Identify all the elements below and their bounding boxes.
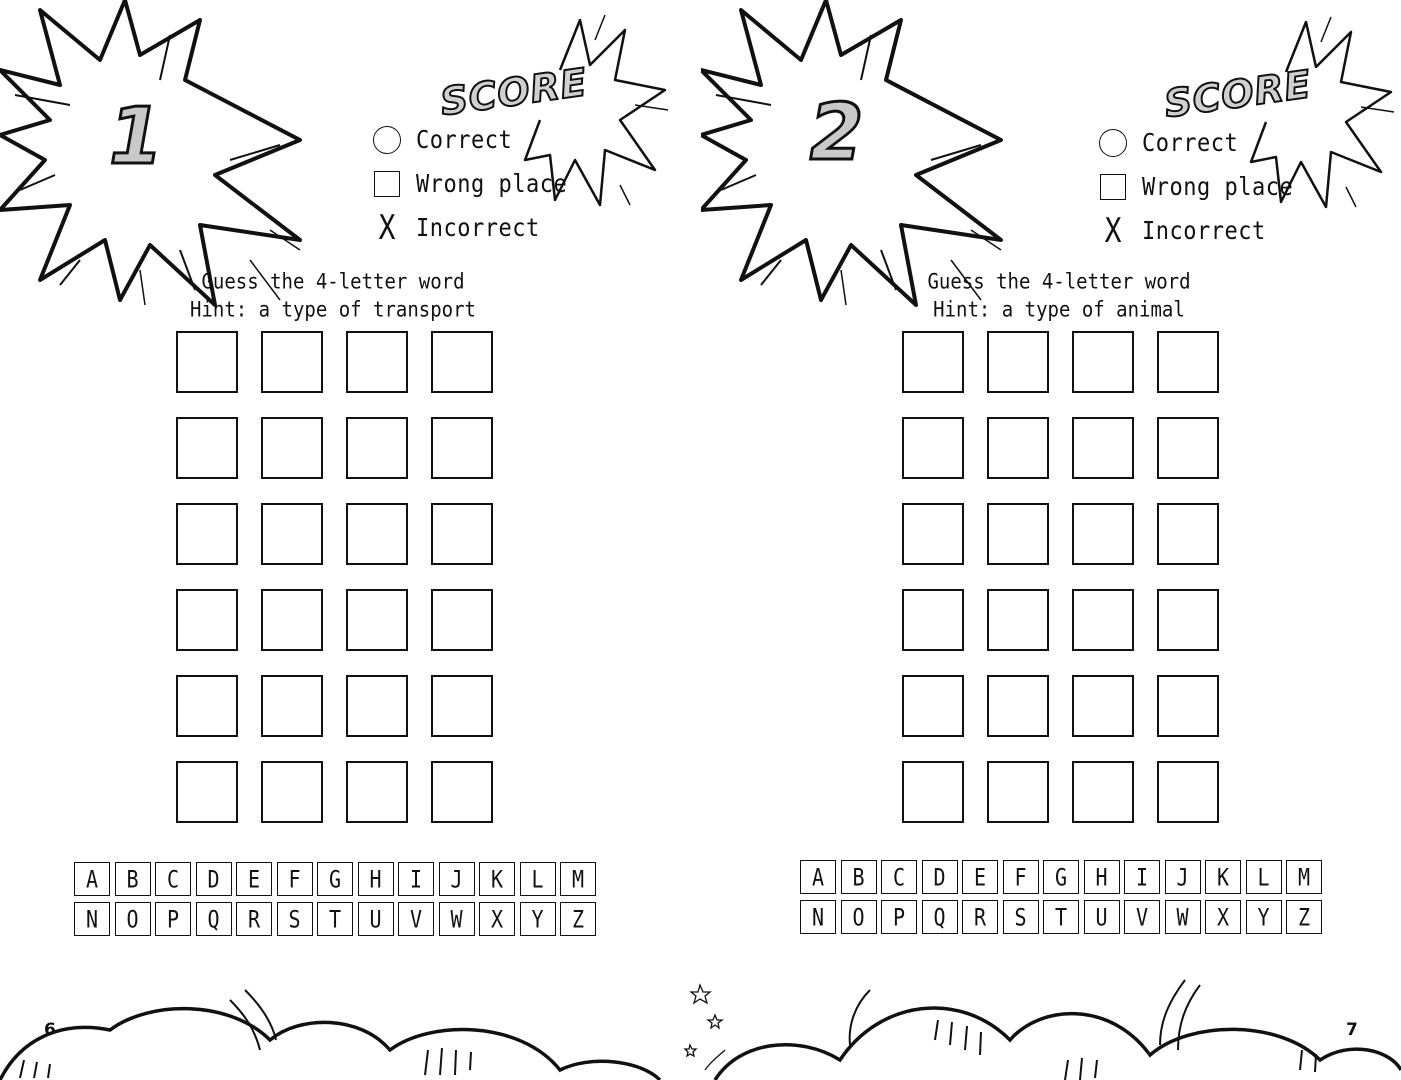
alphabet-letter[interactable]: S xyxy=(277,902,313,936)
legend-label: Correct xyxy=(1142,128,1239,158)
alphabet-letter[interactable]: C xyxy=(881,860,917,894)
letter-cell[interactable] xyxy=(1157,589,1219,651)
alphabet-letter[interactable]: K xyxy=(479,862,515,896)
instruction-text: Guess the 4-letter word xyxy=(927,269,1191,295)
alphabet-letter[interactable]: A xyxy=(74,862,110,896)
letter-cell[interactable] xyxy=(1157,331,1219,393)
legend-label: Wrong place xyxy=(416,169,568,199)
instruction-text: Guess the 4-letter word xyxy=(201,269,465,295)
alphabet-letter[interactable]: H xyxy=(1084,860,1120,894)
alphabet-letter[interactable]: M xyxy=(560,862,596,896)
alphabet-letter[interactable]: Y xyxy=(520,902,556,936)
letter-cell[interactable] xyxy=(261,675,323,737)
circle-icon xyxy=(372,125,402,155)
legend-label: Correct xyxy=(416,125,513,155)
alphabet-row-2 xyxy=(800,900,1322,934)
letter-cell[interactable] xyxy=(176,331,238,393)
alphabet-letter[interactable]: J xyxy=(439,862,475,896)
alphabet-letter[interactable]: N xyxy=(800,900,836,934)
alphabet-letter[interactable]: Y xyxy=(1246,900,1282,934)
letter-cell[interactable] xyxy=(1157,417,1219,479)
letter-cell[interactable] xyxy=(902,331,964,393)
letter-cell[interactable] xyxy=(987,331,1049,393)
alphabet-letter[interactable]: S xyxy=(1003,900,1039,934)
legend-incorrect xyxy=(372,206,567,250)
letter-cell[interactable] xyxy=(346,503,408,565)
hint-text: Hint: a type of transport xyxy=(190,297,476,323)
alphabet-letter[interactable]: P xyxy=(881,900,917,934)
alphabet-letter[interactable]: F xyxy=(1003,860,1039,894)
square-icon xyxy=(372,169,402,199)
letter-cell[interactable] xyxy=(1072,761,1134,823)
letter-cell[interactable] xyxy=(1157,675,1219,737)
square-icon xyxy=(1098,172,1128,202)
alphabet-letter[interactable]: T xyxy=(1043,900,1079,934)
letter-cell[interactable] xyxy=(1072,503,1134,565)
puzzle-page-2 xyxy=(701,0,1401,1080)
letter-cell[interactable] xyxy=(261,417,323,479)
score-title: SCORE xyxy=(1161,61,1315,127)
letter-cell[interactable] xyxy=(261,761,323,823)
alphabet-letter[interactable]: U xyxy=(358,902,394,936)
instruction xyxy=(894,268,1224,324)
letter-cell[interactable] xyxy=(431,675,493,737)
letter-cell[interactable] xyxy=(1072,331,1134,393)
legend-correct xyxy=(372,118,567,162)
alphabet-letter[interactable]: U xyxy=(1084,900,1120,934)
alphabet-letter[interactable]: M xyxy=(1286,860,1322,894)
alphabet-letter[interactable]: Q xyxy=(196,902,232,936)
letter-cell[interactable] xyxy=(987,675,1049,737)
alphabet-letter[interactable]: G xyxy=(317,862,353,896)
alphabet-row-1 xyxy=(74,862,596,896)
alphabet-letter[interactable]: Z xyxy=(560,902,596,936)
letter-cell[interactable] xyxy=(346,675,408,737)
alphabet-letter[interactable]: Q xyxy=(922,900,958,934)
letter-cell[interactable] xyxy=(1157,761,1219,823)
burst-decoration-icon xyxy=(701,0,1031,310)
circle-icon xyxy=(1098,128,1128,158)
legend xyxy=(1098,121,1293,253)
legend-incorrect xyxy=(1098,209,1293,253)
letter-cell[interactable] xyxy=(431,417,493,479)
alphabet-letter[interactable]: B xyxy=(841,860,877,894)
cloud-border-icon xyxy=(0,960,1401,1080)
legend xyxy=(372,118,567,250)
alphabet-letter[interactable]: V xyxy=(1124,900,1160,934)
puzzle-number: 1 xyxy=(100,92,171,182)
x-icon: X xyxy=(378,207,396,248)
letter-cell[interactable] xyxy=(346,417,408,479)
alphabet-letter[interactable]: X xyxy=(479,902,515,936)
letter-cell[interactable] xyxy=(176,761,238,823)
alphabet-letter[interactable]: B xyxy=(115,862,151,896)
alphabet-letter[interactable]: Z xyxy=(1286,900,1322,934)
letter-cell[interactable] xyxy=(261,589,323,651)
alphabet-letter[interactable]: K xyxy=(1205,860,1241,894)
alphabet-letter[interactable]: N xyxy=(74,902,110,936)
letter-cell[interactable] xyxy=(261,503,323,565)
alphabet-row-2 xyxy=(74,902,596,936)
alphabet-row-1 xyxy=(800,860,1322,894)
alphabet-letter[interactable]: X xyxy=(1205,900,1241,934)
letter-cell[interactable] xyxy=(431,503,493,565)
legend-wrong-place xyxy=(1098,165,1293,209)
page-number: 6 xyxy=(44,1020,56,1040)
alphabet-letter[interactable]: E xyxy=(236,862,272,896)
letter-cell[interactable] xyxy=(261,331,323,393)
alphabet-letter[interactable]: I xyxy=(1124,860,1160,894)
alphabet-letter[interactable]: R xyxy=(236,902,272,936)
puzzle-number: 2 xyxy=(801,88,872,178)
letter-cell[interactable] xyxy=(902,675,964,737)
alphabet-letter[interactable]: L xyxy=(1246,860,1282,894)
letter-cell[interactable] xyxy=(987,417,1049,479)
letter-cell[interactable] xyxy=(431,589,493,651)
instruction xyxy=(168,268,498,324)
letter-cell[interactable] xyxy=(346,331,408,393)
alphabet-letter[interactable]: W xyxy=(439,902,475,936)
alphabet-letter[interactable]: D xyxy=(196,862,232,896)
letter-cell[interactable] xyxy=(1157,503,1219,565)
letter-cell[interactable] xyxy=(1072,417,1134,479)
letter-cell[interactable] xyxy=(902,761,964,823)
guess-grid xyxy=(176,331,493,823)
letter-cell[interactable] xyxy=(902,503,964,565)
x-icon: X xyxy=(1104,210,1122,251)
alphabet-letter[interactable]: G xyxy=(1043,860,1079,894)
alphabet-letter[interactable]: V xyxy=(398,902,434,936)
alphabet-letter[interactable]: W xyxy=(1165,900,1201,934)
letter-cell[interactable] xyxy=(987,503,1049,565)
page-number: 7 xyxy=(1346,1020,1358,1040)
letter-cell[interactable] xyxy=(346,589,408,651)
legend-label: Wrong place xyxy=(1142,172,1294,202)
letter-cell[interactable] xyxy=(346,761,408,823)
alphabet-letter[interactable]: A xyxy=(800,860,836,894)
alphabet-letter[interactable]: E xyxy=(962,860,998,894)
letter-cell[interactable] xyxy=(176,589,238,651)
alphabet-letter[interactable]: I xyxy=(398,862,434,896)
burst-decoration-icon xyxy=(0,0,330,310)
letter-cell[interactable] xyxy=(987,589,1049,651)
puzzle-page-1 xyxy=(0,0,700,1080)
alphabet-letter[interactable]: O xyxy=(115,902,151,936)
letter-cell[interactable] xyxy=(176,417,238,479)
alphabet-letter[interactable]: J xyxy=(1165,860,1201,894)
letter-cell[interactable] xyxy=(176,503,238,565)
alphabet-letter[interactable]: L xyxy=(520,862,556,896)
alphabet-letter[interactable]: C xyxy=(155,862,191,896)
hint-text: Hint: a type of animal xyxy=(933,297,1185,323)
legend-label: Incorrect xyxy=(1142,216,1266,246)
letter-cell[interactable] xyxy=(902,589,964,651)
legend-wrong-place xyxy=(372,162,567,206)
alphabet-letter[interactable]: T xyxy=(317,902,353,936)
letter-cell[interactable] xyxy=(1072,675,1134,737)
legend-correct xyxy=(1098,121,1293,165)
letter-cell[interactable] xyxy=(987,761,1049,823)
alphabet-letter[interactable]: D xyxy=(922,860,958,894)
letter-cell[interactable] xyxy=(902,417,964,479)
alphabet-letter[interactable]: H xyxy=(358,862,394,896)
alphabet-letter[interactable]: F xyxy=(277,862,313,896)
score-title: SCORE xyxy=(437,59,591,125)
alphabet-letter[interactable]: P xyxy=(155,902,191,936)
alphabet-letter[interactable]: O xyxy=(841,900,877,934)
letter-cell[interactable] xyxy=(431,331,493,393)
letter-cell[interactable] xyxy=(1072,589,1134,651)
alphabet-letter[interactable]: R xyxy=(962,900,998,934)
letter-cell[interactable] xyxy=(431,761,493,823)
guess-grid xyxy=(902,331,1219,823)
letter-cell[interactable] xyxy=(176,675,238,737)
legend-label: Incorrect xyxy=(416,213,540,243)
